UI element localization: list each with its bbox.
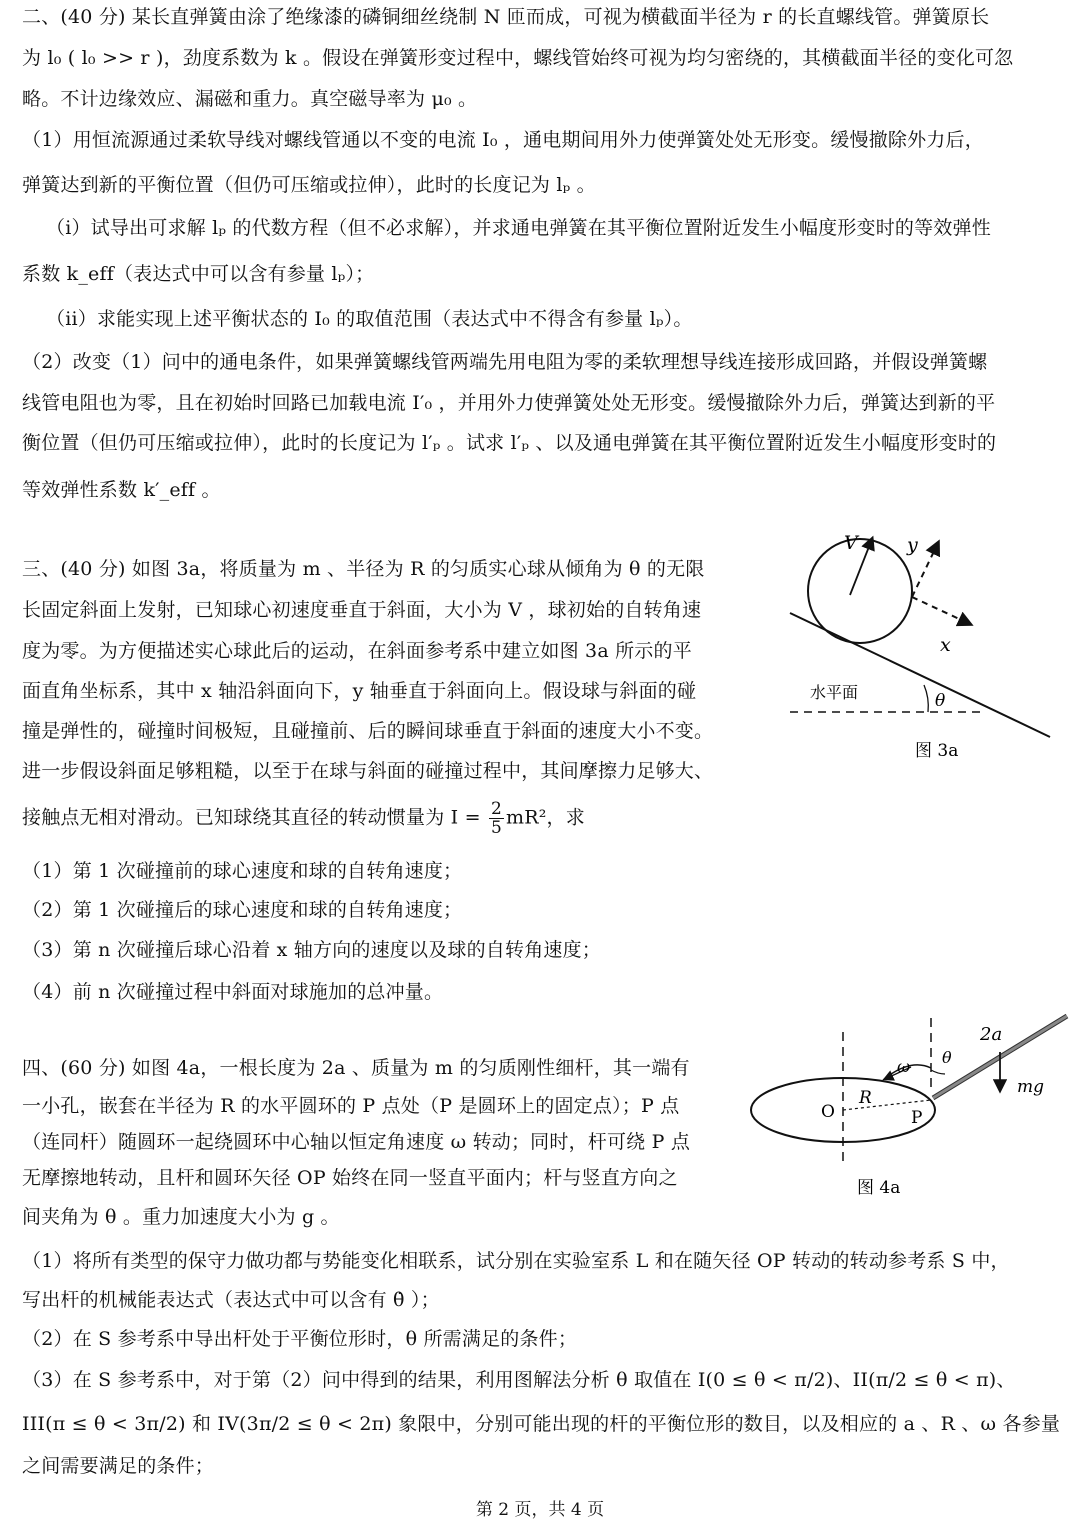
p3-line1: 三、(40 分) 如图 3a，将质量为 m 、半径为 R 的匀质实心球从倾角为 θ 的无限 [22, 558, 705, 580]
label-theta: θ [935, 691, 946, 711]
figure-3a [780, 525, 1070, 770]
label-2a: 2a [980, 1024, 1003, 1045]
ball-circle [808, 539, 912, 643]
figure-4a-caption: 图 4a [857, 1178, 901, 1198]
p2-q1i-line2: 系数 k_eff（表达式中可以含有参量 lₚ）； [22, 263, 375, 285]
label-x: x [940, 634, 951, 656]
p4-line5: 间夹角为 θ 。重力加速度大小为 g 。 [22, 1206, 340, 1228]
theta-arc [924, 685, 928, 712]
p3-q4: （4）前 n 次碰撞过程中斜面对球施加的总冲量。 [22, 981, 444, 1003]
p2-line3: 略。不计边缘效应、漏磁和重力。真空磁导率为 μ₀ 。 [22, 88, 478, 110]
p4-q3-line3: 之间需要满足的条件； [22, 1455, 215, 1477]
p4-q1-line1: （1）将所有类型的保守力做功都与势能变化相联系，试分别在实验室系 L 和在随矢径 OP 转动的转动参考系 S 中， [22, 1250, 1010, 1272]
label-P: P [911, 1108, 923, 1128]
p3-q3: （3）第 n 次碰撞后球心沿着 x 轴方向的速度以及球的自转角速度； [22, 939, 602, 961]
p3-line7-post: mR²，求 [505, 806, 585, 829]
p3-line2: 长固定斜面上发射，已知球心初速度垂直于斜面，大小为 V ，球初始的自转角速 [22, 599, 702, 621]
p2-q1ii: （ii）求能实现上述平衡状态的 I₀ 的取值范围（表达式中不得含有参量 lₚ）。 [46, 308, 693, 330]
p4-line2: 一小孔，嵌套在半径为 R 的水平圆环的 P 点处（P 是圆环上的固定点）；P 点 [22, 1095, 680, 1117]
p2-q2-line4: 等效弹性系数 k′_eff 。 [22, 479, 221, 501]
theta-arc [931, 1070, 945, 1074]
figure-4a [735, 1010, 1075, 1205]
p2-q1-line2: 弹簧达到新的平衡位置（但仍可压缩或拉伸），此时的长度记为 lₚ 。 [22, 174, 596, 196]
label-y: y [907, 534, 918, 556]
p2-q1i-line1: （i）试导出可求解 lₚ 的代数方程（但不必求解），并求通电弹簧在其平衡位置附近发生小幅度形变时的等效弹性 [46, 217, 991, 239]
fraction-denominator: 5 [490, 818, 502, 838]
p3-line7 [22, 800, 585, 837]
p3-line5: 撞是弹性的，碰撞时间极短，且碰撞前、后的瞬间球垂直于斜面的速度大小不变。 [22, 720, 714, 742]
p4-line4: 无摩擦地转动，且杆和圆环矢径 OP 始终在同一竖直平面内；杆与竖直方向之 [22, 1167, 678, 1189]
label-R: R [859, 1088, 872, 1108]
inertia-fraction [489, 800, 504, 837]
p3-line6: 进一步假设斜面足够粗糙，以至于在球与斜面的碰撞过程中，其间摩擦力足够大、 [22, 760, 714, 782]
p2-line1: 二、(40 分) 某长直弹簧由涂了绝缘漆的磷铜细丝绕制 N 匝而成，可视为横截面半径为 r 的长直螺线管。弹簧原长 [22, 6, 990, 28]
label-O: O [821, 1102, 835, 1122]
label-mg: mg [1017, 1077, 1045, 1097]
label-V: V [844, 532, 858, 554]
p3-q1: （1）第 1 次碰撞前的球心速度和球的自转角速度； [22, 860, 463, 882]
p4-q3-line1: （3）在 S 参考系中，对于第（2）问中得到的结果，利用图解法分析 θ 取值在 I(0 ≤ θ < π/2)、II(π/2 ≤ θ < π)、 [22, 1369, 1016, 1391]
fraction-numerator: 2 [490, 799, 502, 819]
label-horizontal-plane: 水平面 [810, 683, 859, 702]
p3-line3: 度为零。为方便描述实心球此后的运动，在斜面参考系中建立如图 3a 所示的平 [22, 640, 692, 662]
x-axis-arrow [912, 597, 970, 624]
figure-3a-caption: 图 3a [915, 741, 959, 761]
p4-q1-line2: 写出杆的机械能表达式（表达式中可以含有 θ̇ ）； [22, 1289, 440, 1311]
p3-line4: 面直角坐标系，其中 x 轴沿斜面向下，y 轴垂直于斜面向上。假设球与斜面的碰 [22, 680, 697, 702]
p4-q3-line2: III(π ≤ θ < 3π/2) 和 IV(3π/2 ≤ θ < 2π) 象限中，分别可能出现的杆的平衡位形的数目，以及相应的 a 、R 、ω 各参量 [22, 1413, 1061, 1435]
label-theta: θ [942, 1048, 952, 1067]
p2-line2: 为 l₀ ( l₀ >> r )，劲度系数为 k 。假设在弹簧形变过程中，螺线管始终可视为均匀密绕的，其横截面半径的变化可忽 [22, 47, 1014, 69]
p4-line3: （连同杆）随圆环一起绕圆环中心轴以恒定角速度 ω 转动；同时，杆可绕 P 点 [22, 1131, 691, 1153]
p2-q2-line1: （2）改变（1）问中的通电条件，如果弹簧螺线管两端先用电阻为零的柔软理想导线连接形成回路，并假设弹簧螺 [22, 351, 988, 373]
p3-line7-pre: 接触点无相对滑动。已知球绕其直径的转动惯量为 I = [22, 806, 487, 829]
p3-q2: （2）第 1 次碰撞后的球心速度和球的自转角速度； [22, 899, 463, 921]
p2-q2-line3: 衡位置（但仍可压缩或拉伸），此时的长度记为 l′ₚ 。试求 l′ₚ 、以及通电弹簧在其平衡位置附近发生小幅度形变时的 [22, 432, 997, 454]
p2-q1-line1: （1）用恒流源通过柔软导线对螺线管通以不变的电流 I₀ ，通电期间用外力使弹簧处处无形变。缓慢撤除外力后， [22, 129, 984, 151]
p4-line1: 四、(60 分) 如图 4a，一根长度为 2a 、质量为 m 的匀质刚性细杆，其一端有 [22, 1057, 690, 1079]
page-footer: 第 2 页，共 4 页 [475, 1500, 605, 1520]
p4-q2: （2）在 S 参考系中导出杆处于平衡位形时，θ 所需满足的条件； [22, 1328, 578, 1350]
p2-q2-line2: 线管电阻也为零，且在初始时回路已加载电流 I′₀ ，并用外力使弹簧处处无形变。缓慢撤除外力后，弹簧达到新的平 [22, 392, 996, 414]
label-omega: ω [897, 1057, 911, 1076]
